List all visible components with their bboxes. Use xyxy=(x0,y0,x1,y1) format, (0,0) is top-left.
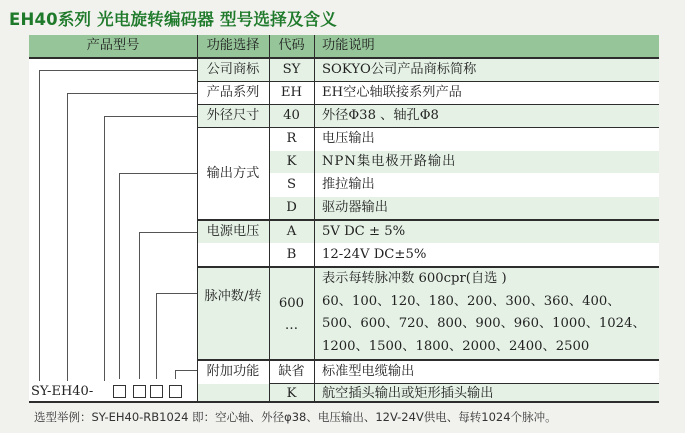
extra-code-k: K xyxy=(269,384,314,403)
tree-branch-extra xyxy=(175,370,197,371)
company-desc-cell: SOKYO公司产品商标简称 xyxy=(314,59,659,81)
model-selection-table xyxy=(29,35,659,403)
size-function-cell: 外径尺寸 xyxy=(197,105,269,127)
output-code-s: S xyxy=(269,174,314,196)
series-function-cell: 产品系列 xyxy=(197,82,269,104)
header-function: 功能选择 xyxy=(197,35,269,57)
rule-col-desc xyxy=(314,35,315,403)
rule-pulse-bottom xyxy=(197,359,659,361)
tree-stem-size xyxy=(104,116,105,381)
company-code-cell: SY xyxy=(269,59,314,81)
rule-col-code xyxy=(269,35,270,403)
rule-extra-mid xyxy=(269,383,659,384)
tree-branch-series xyxy=(67,93,197,94)
pulse-desc-cell xyxy=(314,268,659,359)
output-code-k: K xyxy=(269,151,314,173)
size-desc-cell: 外径Φ38 、轴孔Φ8 xyxy=(314,105,659,127)
output-function-cell: 输出方式 xyxy=(197,128,269,219)
pulse-function-cell: 脉冲数/转 xyxy=(197,268,269,359)
rule-header-bottom xyxy=(29,57,659,59)
power-desc-b: 12-24V DC±5% xyxy=(314,244,659,266)
pulse-desc-line: 500、600、720、800、900、960、1000、1024、 xyxy=(322,316,646,331)
rule-table-bottom xyxy=(29,401,659,403)
company-function-cell: 公司商标 xyxy=(197,59,269,81)
tree-branch-output xyxy=(119,173,197,174)
tree-stem-power xyxy=(139,232,140,379)
tree-stem-series xyxy=(67,93,68,381)
size-code-cell: 40 xyxy=(269,105,314,127)
tree-stem-output xyxy=(119,173,120,379)
tree-stem-company xyxy=(39,70,40,381)
output-desc-d: 驱动器输出 xyxy=(314,197,659,219)
code-box-extra xyxy=(169,385,182,398)
series-desc-cell: EH空心轴联接系列产品 xyxy=(314,82,659,104)
extra-code-default: 缺省 xyxy=(269,361,314,383)
pulse-desc-line: 1200、1500、1800、2000、2400、2500 xyxy=(322,338,590,354)
pulse-code-cell xyxy=(269,268,314,359)
power-function-cell: 电源电压 xyxy=(197,221,269,243)
rule-company-bottom xyxy=(197,81,659,82)
model-code: SY-EH40- xyxy=(31,384,94,399)
code-box-pulse xyxy=(150,385,163,398)
extra-desc-k: 航空插头输出或矩形插头输出 xyxy=(314,384,659,403)
extra-function-cell: 附加功能 xyxy=(197,361,269,383)
code-box-output xyxy=(113,385,126,398)
rule-col-function xyxy=(197,35,198,403)
output-code-d: D xyxy=(269,197,314,219)
header-desc: 功能说明 xyxy=(314,35,659,57)
rule-power-bottom xyxy=(197,266,659,268)
tree-branch-pulse xyxy=(156,293,197,294)
tree-stem-extra xyxy=(175,370,176,379)
header-code: 代码 xyxy=(269,35,314,57)
tree-branch-size xyxy=(104,116,197,117)
page-title: EH40系列 光电旋转编码器 型号选择及含义 xyxy=(9,10,337,29)
power-desc-a: 5V DC ± 5% xyxy=(314,221,659,243)
series-code-cell: EH xyxy=(269,82,314,104)
selection-example: 选型举例：SY-EH40-RB1024 即：空心轴、外径φ38、电压输出、12V-24V供电、每转1024个脉冲。 xyxy=(34,410,557,424)
power-code-a: A xyxy=(269,221,314,243)
output-desc-s: 推拉输出 xyxy=(314,174,659,196)
pulse-desc-line: 表示每转脉冲数 600cpr(自选 ) xyxy=(322,271,507,286)
rule-output-bottom xyxy=(197,219,659,221)
extra-desc-default: 标准型电缆输出 xyxy=(314,361,659,383)
tree-branch-power xyxy=(139,232,197,233)
pulse-code-ellipsis: … xyxy=(284,318,299,333)
pulse-desc-line: 60、100、120、180、200、300、360、400、 xyxy=(322,293,621,309)
output-desc-k: NPN集电极开路输出 xyxy=(314,151,659,173)
output-desc-r: 电压输出 xyxy=(314,128,659,150)
tree-branch-company xyxy=(39,70,197,71)
pulse-code: 600 xyxy=(278,296,305,311)
power-code-b: B xyxy=(269,244,314,266)
tree-stem-pulse xyxy=(156,293,157,379)
code-box-power xyxy=(133,385,146,398)
rule-series-bottom xyxy=(197,104,659,105)
power-function-filler xyxy=(197,244,269,266)
header-model: 产品型号 xyxy=(29,35,197,57)
rule-size-bottom xyxy=(197,127,659,128)
output-code-r: R xyxy=(269,128,314,150)
